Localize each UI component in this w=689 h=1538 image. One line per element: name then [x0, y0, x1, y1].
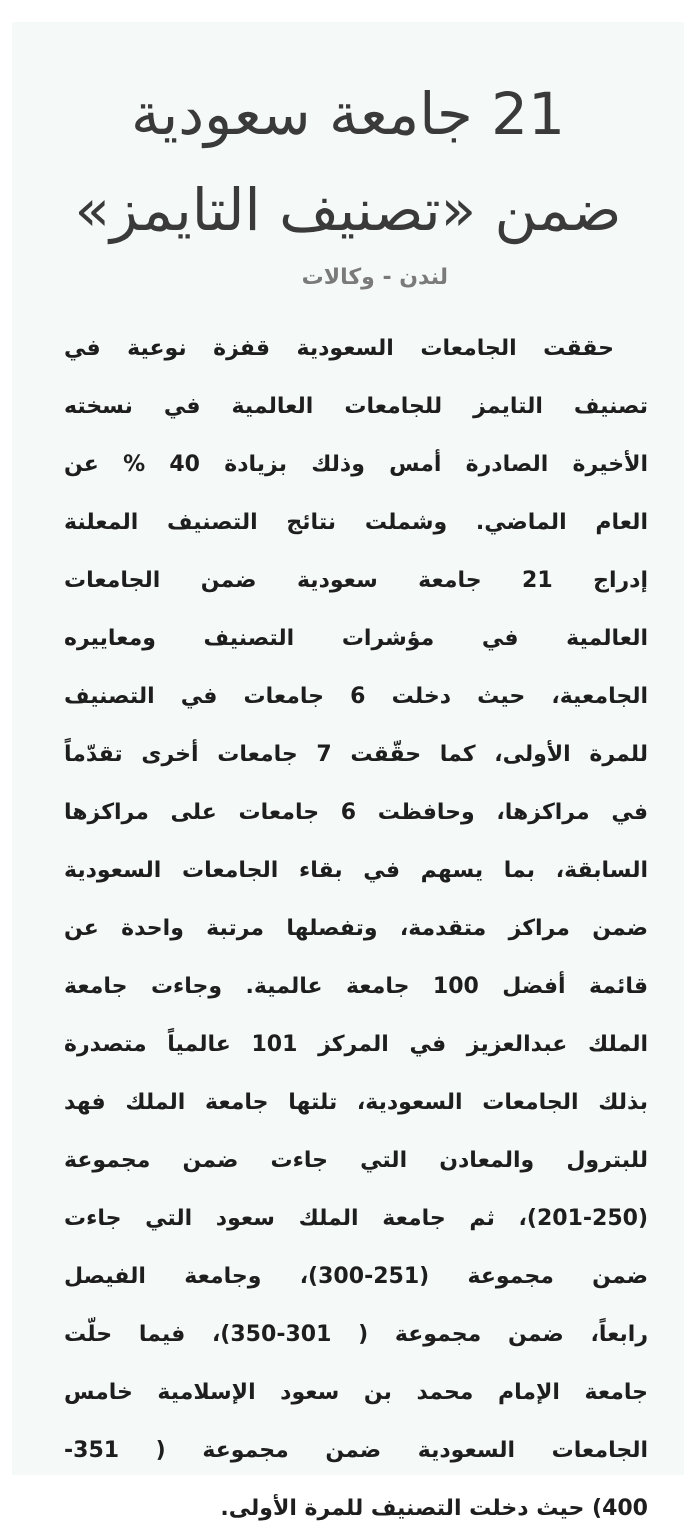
body-line: الملك عبدالعزيز في المركز 101 عالمياً متصدرة — [64, 1032, 648, 1057]
body-line: بذلك الجامعات السعودية، تلتها جامعة الملك فهد — [64, 1090, 648, 1115]
headline-line: ضمن «تصنيف التايمز» — [74, 176, 622, 244]
body-line: (201-250)، ثم جامعة الملك سعود التي جاءت — [64, 1206, 648, 1231]
body-line: رابعاً، ضمن مجموعة ( 301-350)، فيما حلّت — [64, 1322, 648, 1347]
article-headline — [42, 66, 654, 258]
body-line: الجامعات السعودية ضمن مجموعة ( 351- — [64, 1438, 648, 1463]
article-card — [12, 22, 684, 1521]
body-line: في مراكزها، وحافظت 6 جامعات على مراكزها — [64, 800, 648, 825]
body-line: جامعة الإمام محمد بن سعود الإسلامية خامس — [64, 1380, 648, 1405]
body-line: الجامعية، حيث دخلت 6 جامعات في التصنيف — [64, 684, 648, 709]
body-line: حققت الجامعات السعودية قفزة نوعية في — [64, 336, 614, 361]
body-line: العام الماضي. وشملت نتائج التصنيف المعلنة — [64, 510, 648, 535]
body-line: قائمة أفضل 100 جامعة عالمية. وجاءت جامعة — [64, 974, 648, 999]
body-line: 400) حيث دخلت التصنيف للمرة الأولى. — [220, 1496, 648, 1521]
body-line: العالمية في مؤشرات التصنيف ومعاييره — [64, 626, 648, 651]
body-line: الأخيرة الصادرة أمس وذلك بزيادة 40 % عن — [64, 452, 648, 477]
byline: لندن - وكالات — [301, 265, 448, 290]
headline-line: 21 جامعة سعودية — [131, 80, 565, 148]
body-line: للمرة الأولى، كما حقّقت 7 جامعات أخرى تقدّماً — [64, 742, 648, 767]
body-line: ضمن مراكز متقدمة، وتفصلها مرتبة واحدة عن — [64, 916, 648, 941]
body-line: إدراج 21 جامعة سعودية ضمن الجامعات — [64, 568, 648, 593]
body-line: السابقة، بما يسهم في بقاء الجامعات السعودية — [64, 858, 648, 883]
body-line: تصنيف التايمز للجامعات العالمية في نسخته — [64, 394, 648, 419]
body-line: للبترول والمعادن التي جاءت ضمن مجموعة — [64, 1148, 648, 1173]
body-line: ضمن مجموعة (251-300)، وجامعة الفيصل — [64, 1264, 648, 1289]
article-body — [64, 320, 648, 1538]
